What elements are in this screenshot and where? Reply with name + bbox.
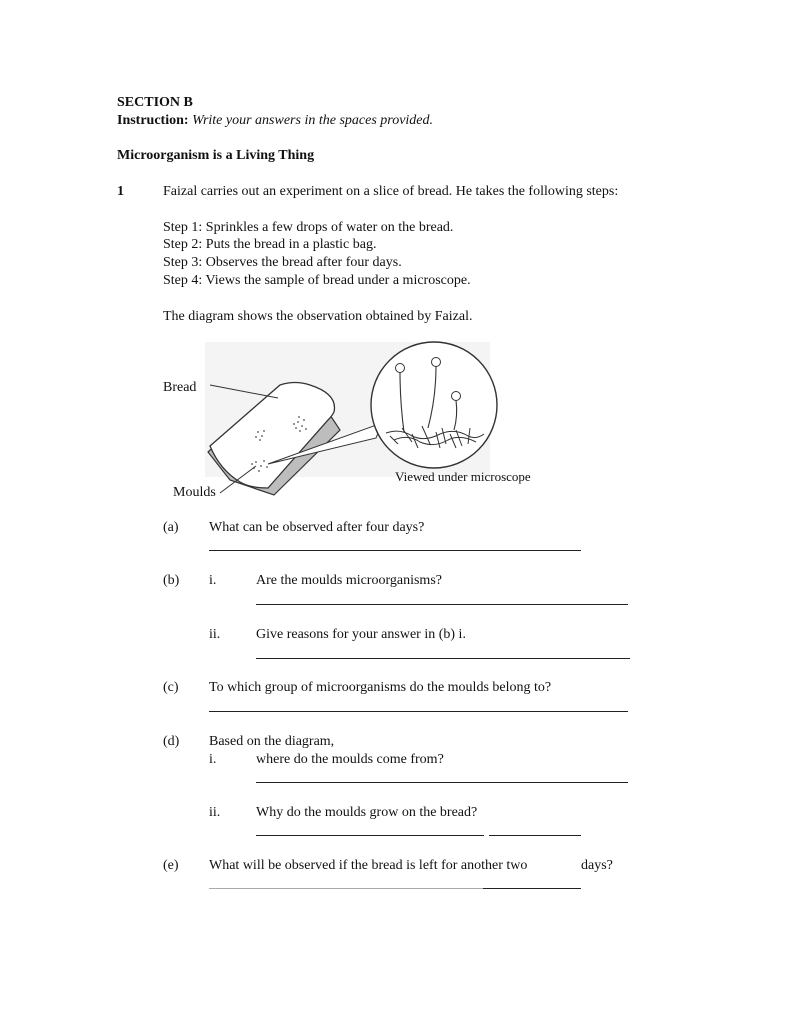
label-moulds: Moulds — [173, 485, 216, 500]
answer-line-e-a[interactable] — [209, 888, 483, 889]
part-b-ii-text: Give reasons for your answer in (b) i. — [256, 627, 466, 642]
bread-mould-diagram — [150, 330, 570, 510]
instruction-label: Instruction: — [117, 113, 189, 128]
topic-heading: Microorganism is a Living Thing — [117, 148, 315, 163]
instruction-text: Write your answers in the spaces provided. — [192, 113, 434, 128]
question-stem: Faizal carries out an experiment on a slice of bread. He takes the following steps: — [163, 184, 619, 199]
part-d-ii-text: Why do the moulds grow on the bread? — [256, 805, 478, 820]
part-e-text: What will be observed if the bread is left for another two — [209, 858, 528, 873]
label-bread: Bread — [163, 380, 197, 395]
part-c-text: To which group of microorganisms do the moulds belong to? — [209, 680, 552, 695]
part-d-text: Based on the diagram, — [209, 734, 335, 749]
part-e-text-end: days? — [581, 858, 613, 873]
step-1: Step 1: Sprinkles a few drops of water on the bread. — [163, 220, 454, 235]
diagram-intro: The diagram shows the observation obtained by Faizal. — [163, 309, 473, 324]
instruction — [117, 112, 433, 129]
part-d-label: (d) — [163, 734, 180, 749]
answer-line-c[interactable] — [209, 711, 628, 712]
label-microscope: Viewed under microscope — [395, 469, 531, 484]
part-e-label: (e) — [163, 858, 179, 873]
answer-line-d-ii-a[interactable] — [256, 835, 484, 836]
section-title: SECTION B — [117, 95, 193, 110]
part-b-i-text: Are the moulds microorganisms? — [256, 573, 442, 588]
part-a-text: What can be observed after four days? — [209, 520, 425, 535]
part-a-label: (a) — [163, 520, 179, 535]
step-3: Step 3: Observes the bread after four days. — [163, 255, 402, 270]
answer-line-b-ii[interactable] — [256, 658, 630, 659]
answer-line-d-i[interactable] — [256, 782, 628, 783]
part-c-label: (c) — [163, 680, 179, 695]
step-2: Step 2: Puts the bread in a plastic bag. — [163, 237, 377, 252]
part-b-ii-label: ii. — [209, 627, 221, 642]
answer-line-e-b[interactable] — [483, 888, 581, 889]
answer-line-d-ii-b[interactable] — [489, 835, 581, 836]
question-number: 1 — [117, 184, 124, 199]
part-d-ii-label: ii. — [209, 805, 221, 820]
answer-line-b-i[interactable] — [256, 604, 628, 605]
part-b-label: (b) — [163, 573, 180, 588]
answer-line-a[interactable] — [209, 550, 581, 551]
part-d-i-label: i. — [209, 752, 217, 767]
part-d-i-text: where do the moulds come from? — [256, 752, 444, 767]
part-b-i-label: i. — [209, 573, 217, 588]
step-4: Step 4: Views the sample of bread under a microscope. — [163, 273, 471, 288]
